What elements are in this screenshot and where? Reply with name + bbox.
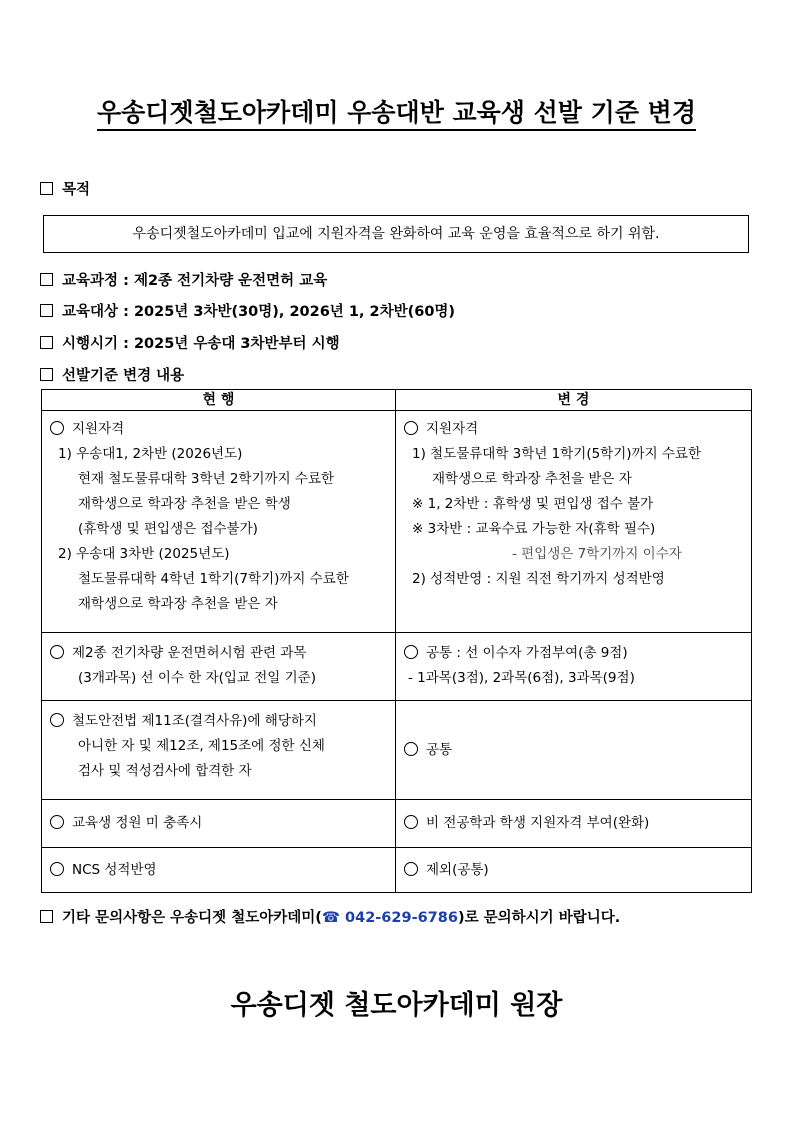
purpose-box: 우송디젯철도아카데미 입교에 지원자격을 완화하여 교육 운영을 효율적으로 하기 위함. bbox=[43, 215, 749, 253]
circle-bullet-icon bbox=[50, 645, 64, 659]
cell-line: - 1과목(3점), 2과목(6점), 3과목(9점) bbox=[408, 670, 635, 686]
checkbox-square-icon bbox=[40, 336, 53, 349]
circle-bullet-icon bbox=[50, 862, 64, 876]
info-value: 2025년 우송대 3차반부터 시행 bbox=[133, 336, 340, 352]
cell-line: 재학생으로 학과장 추천을 받은 자 bbox=[78, 596, 278, 612]
cell-line: 교육생 정원 미 충족시 bbox=[72, 815, 203, 831]
changed-cell bbox=[396, 848, 752, 893]
changed-cell bbox=[396, 411, 752, 633]
info-value: 2025년 3차반(30명), 2026년 1, 2차반(60명) bbox=[133, 304, 456, 320]
changed-cell bbox=[396, 701, 752, 800]
current-cell bbox=[42, 411, 396, 633]
info-date: 시행시기 : 2025년 우송대 3차반부터 시행 bbox=[40, 332, 340, 353]
info-value: 제2종 전기차량 운전면허 교육 bbox=[133, 273, 328, 289]
cell-line: NCS 성적반영 bbox=[72, 861, 157, 878]
checkbox-square-icon bbox=[40, 368, 53, 381]
cell-line: 공통 bbox=[426, 741, 453, 758]
cell-line: 공통 : 선 이수자 가점부여(총 9점) bbox=[426, 645, 628, 661]
phone-icon: ☎ bbox=[321, 910, 340, 926]
footer-text: 기타 문의사항은 우송디젯 철도아카데미( bbox=[62, 910, 322, 926]
criteria-table bbox=[41, 389, 752, 893]
cell-line: - 편입생은 7학기까지 이수자 bbox=[512, 546, 682, 562]
cell-line: (휴학생 및 편입생은 접수불가) bbox=[78, 521, 258, 537]
criteria-heading bbox=[40, 364, 184, 385]
cell-line: ※ 1, 2차반 : 휴학생 및 편입생 접수 불가 bbox=[412, 496, 654, 512]
title-text: 우송디젯철도아카데미 우송대반 교육생 선발 기준 변경 bbox=[97, 98, 696, 131]
cell-line: 재학생으로 학과장 추천을 받은 자 bbox=[432, 471, 632, 487]
circle-bullet-icon bbox=[404, 645, 418, 659]
cell-line: 비 전공학과 학생 지원자격 부여(완화) bbox=[426, 815, 650, 831]
current-cell bbox=[42, 633, 396, 701]
changed-cell bbox=[396, 633, 752, 701]
checkbox-square-icon bbox=[40, 304, 53, 317]
info-course: 교육과정 : 제2종 전기차량 운전면허 교육 bbox=[40, 269, 327, 290]
circle-bullet-icon bbox=[50, 421, 64, 435]
header-changed: 변 경 bbox=[396, 390, 752, 411]
table-row bbox=[42, 800, 752, 848]
cell-line: 제외(공통) bbox=[426, 861, 489, 878]
document-title bbox=[0, 93, 793, 129]
signature: 우송디젯 철도아카데미 원장 bbox=[230, 990, 563, 1021]
purpose-heading-label: 목적 bbox=[62, 182, 91, 198]
info-target: 교육대상 : 2025년 3차반(30명), 2026년 1, 2차반(60명) bbox=[40, 300, 455, 321]
cell-line: 1) 우송대1, 2차반 (2026년도) bbox=[58, 446, 243, 462]
cell-line: 철도안전법 제11조(결격사유)에 해당하지 bbox=[72, 713, 317, 729]
current-cell bbox=[42, 800, 396, 848]
cell-line: 아니한 자 및 제12조, 제15조에 정한 신체 bbox=[78, 738, 325, 754]
circle-bullet-icon bbox=[404, 742, 418, 756]
table-row bbox=[42, 701, 752, 800]
changed-cell bbox=[396, 800, 752, 848]
cell-line: ※ 3차반 : 교육수료 가능한 자(휴학 필수) bbox=[412, 521, 656, 537]
cell-title: 지원자격 bbox=[72, 421, 125, 437]
cell-line: 1) 철도물류대학 3학년 1학기(5학기)까지 수료한 bbox=[412, 446, 702, 462]
circle-bullet-icon bbox=[50, 815, 64, 829]
cell-line: 검사 및 적성검사에 합격한 자 bbox=[78, 763, 252, 779]
phone-number[interactable]: 042-629-6786 bbox=[345, 910, 458, 926]
table-row bbox=[42, 848, 752, 893]
purpose-heading bbox=[40, 178, 90, 199]
criteria-heading-label: 선발기준 변경 내용 bbox=[62, 368, 185, 384]
circle-bullet-icon bbox=[404, 421, 418, 435]
current-cell bbox=[42, 701, 396, 800]
cell-line: 2) 성적반영 : 지원 직전 학기까지 성적반영 bbox=[412, 571, 665, 587]
circle-bullet-icon bbox=[404, 862, 418, 876]
header-current: 현 행 bbox=[42, 390, 396, 411]
table-row bbox=[42, 411, 752, 633]
checkbox-square-icon bbox=[40, 910, 53, 923]
cell-title: 지원자격 bbox=[426, 421, 479, 437]
info-label: 교육대상 bbox=[62, 304, 119, 320]
cell-line: 2) 우송대 3차반 (2025년도) bbox=[58, 546, 230, 562]
circle-bullet-icon bbox=[404, 815, 418, 829]
circle-bullet-icon bbox=[50, 713, 64, 727]
cell-line: 현재 철도물류대학 3학년 2학기까지 수료한 bbox=[78, 471, 335, 487]
info-label: 교육과정 bbox=[62, 273, 119, 289]
cell-line: 재학생으로 학과장 추천을 받은 학생 bbox=[78, 496, 291, 512]
checkbox-square-icon bbox=[40, 273, 53, 286]
footer-contact bbox=[40, 906, 620, 927]
table-row bbox=[42, 633, 752, 701]
cell-line: 철도물류대학 4학년 1학기(7학기)까지 수료한 bbox=[78, 571, 349, 587]
cell-line: (3개과목) 선 이수 한 자(입교 전일 기준) bbox=[78, 670, 316, 686]
info-label: 시행시기 bbox=[62, 336, 119, 352]
table-header-row bbox=[42, 390, 752, 411]
cell-line: 제2종 전기차량 운전면허시험 관련 과목 bbox=[72, 645, 307, 661]
footer-text-end: )로 문의하시기 바랍니다. bbox=[457, 910, 621, 926]
checkbox-square-icon bbox=[40, 182, 53, 195]
current-cell bbox=[42, 848, 396, 893]
